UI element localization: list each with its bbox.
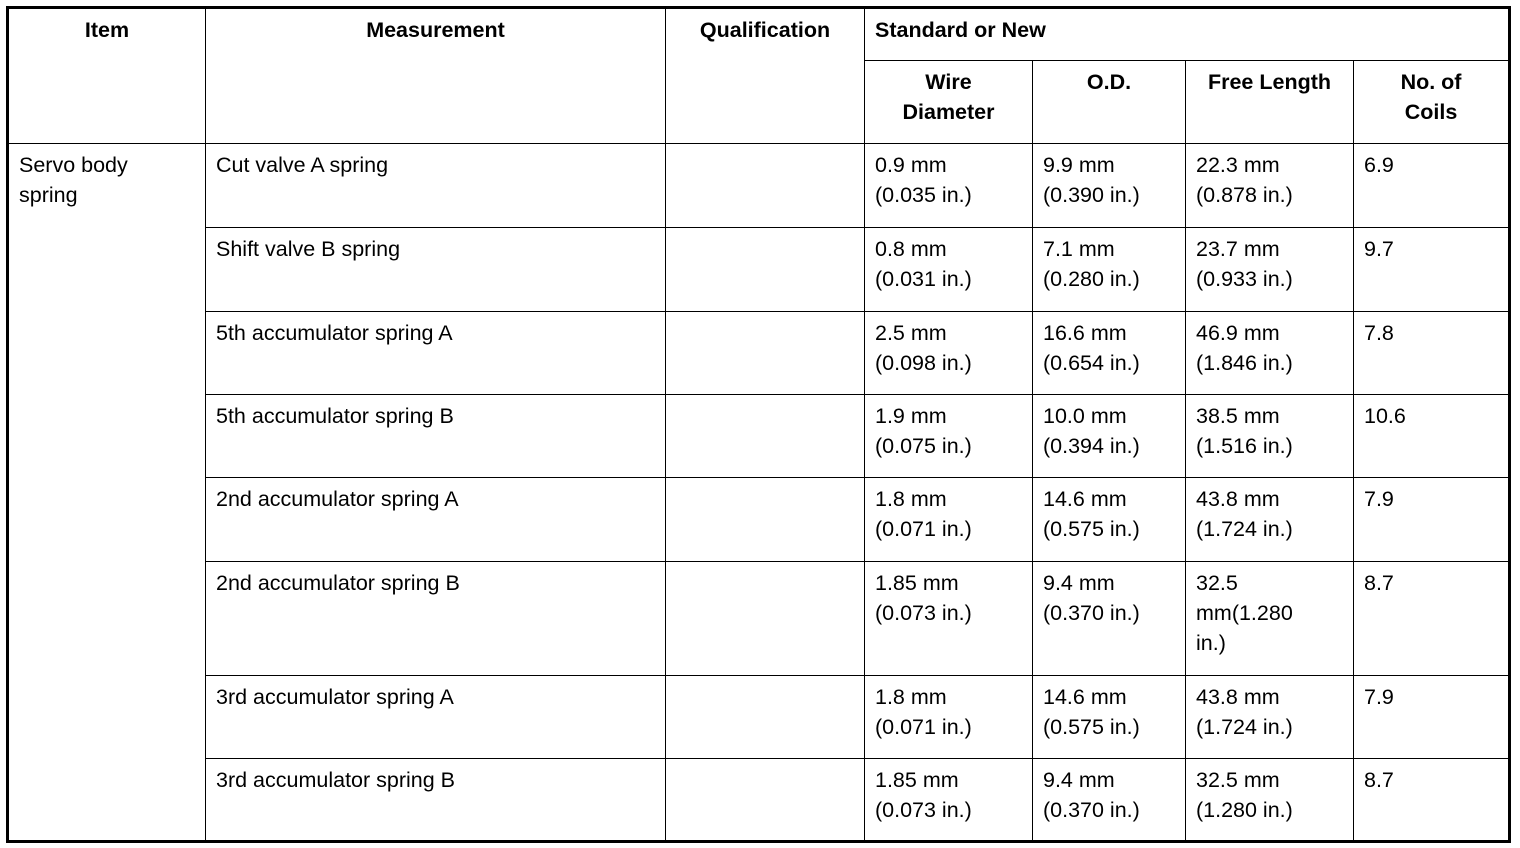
wire-diameter-cell: 0.9 mm (0.035 in.) <box>865 144 1033 228</box>
spring-spec-table <box>6 6 1511 843</box>
coils-cell: 7.9 <box>1354 676 1510 759</box>
measurement-cell: 2nd accumulator spring A <box>206 478 666 562</box>
header-od: O.D. <box>1033 61 1186 144</box>
wire-diameter-cell: 1.8 mm (0.071 in.) <box>865 478 1033 562</box>
wire-diameter-cell: 0.8 mm (0.031 in.) <box>865 228 1033 312</box>
qualification-cell <box>666 312 865 395</box>
header-item: Item <box>8 8 206 144</box>
coils-cell: 7.9 <box>1354 478 1510 562</box>
wire-diameter-cell: 1.85 mm (0.073 in.) <box>865 759 1033 842</box>
header-standard-or-new: Standard or New <box>865 8 1510 61</box>
free-length-cell: 22.3 mm (0.878 in.) <box>1186 144 1354 228</box>
header-no-of-coils: No. of Coils <box>1354 61 1510 144</box>
table-row <box>8 228 1510 312</box>
free-length-cell: 32.5 mm (1.280 in.) <box>1186 759 1354 842</box>
qualification-cell <box>666 395 865 478</box>
qualification-cell <box>666 144 865 228</box>
item-cell: Servo body spring <box>8 144 206 842</box>
measurement-cell: 3rd accumulator spring B <box>206 759 666 842</box>
measurement-cell: 5th accumulator spring A <box>206 312 666 395</box>
free-length-cell: 38.5 mm (1.516 in.) <box>1186 395 1354 478</box>
od-cell: 10.0 mm (0.394 in.) <box>1033 395 1186 478</box>
measurement-cell: Cut valve A spring <box>206 144 666 228</box>
coils-cell: 6.9 <box>1354 144 1510 228</box>
table-row <box>8 144 1510 228</box>
table-row <box>8 562 1510 676</box>
od-cell: 9.9 mm (0.390 in.) <box>1033 144 1186 228</box>
measurement-cell: 3rd accumulator spring A <box>206 676 666 759</box>
measurement-cell: Shift valve B spring <box>206 228 666 312</box>
wire-diameter-cell: 1.8 mm (0.071 in.) <box>865 676 1033 759</box>
free-length-cell: 43.8 mm (1.724 in.) <box>1186 478 1354 562</box>
table-row <box>8 759 1510 842</box>
header-wire-diameter: Wire Diameter <box>865 61 1033 144</box>
measurement-cell: 5th accumulator spring B <box>206 395 666 478</box>
header-qualification: Qualification <box>666 8 865 144</box>
qualification-cell <box>666 676 865 759</box>
od-cell: 9.4 mm (0.370 in.) <box>1033 562 1186 676</box>
coils-cell: 10.6 <box>1354 395 1510 478</box>
qualification-cell <box>666 478 865 562</box>
measurement-cell: 2nd accumulator spring B <box>206 562 666 676</box>
free-length-cell: 46.9 mm (1.846 in.) <box>1186 312 1354 395</box>
coils-cell: 8.7 <box>1354 759 1510 842</box>
coils-cell: 8.7 <box>1354 562 1510 676</box>
table-row <box>8 478 1510 562</box>
qualification-cell <box>666 228 865 312</box>
wire-diameter-cell: 2.5 mm (0.098 in.) <box>865 312 1033 395</box>
od-cell: 14.6 mm (0.575 in.) <box>1033 676 1186 759</box>
qualification-cell <box>666 759 865 842</box>
coils-cell: 7.8 <box>1354 312 1510 395</box>
od-cell: 7.1 mm (0.280 in.) <box>1033 228 1186 312</box>
table-row <box>8 676 1510 759</box>
free-length-cell: 23.7 mm (0.933 in.) <box>1186 228 1354 312</box>
wire-diameter-cell: 1.85 mm (0.073 in.) <box>865 562 1033 676</box>
od-cell: 9.4 mm (0.370 in.) <box>1033 759 1186 842</box>
header-measurement: Measurement <box>206 8 666 144</box>
od-cell: 16.6 mm (0.654 in.) <box>1033 312 1186 395</box>
table-row <box>8 395 1510 478</box>
wire-diameter-cell: 1.9 mm (0.075 in.) <box>865 395 1033 478</box>
table-row <box>8 312 1510 395</box>
coils-cell: 9.7 <box>1354 228 1510 312</box>
qualification-cell <box>666 562 865 676</box>
free-length-cell: 43.8 mm (1.724 in.) <box>1186 676 1354 759</box>
od-cell: 14.6 mm (0.575 in.) <box>1033 478 1186 562</box>
header-free-length: Free Length <box>1186 61 1354 144</box>
free-length-cell: 32.5 mm(1.280 in.) <box>1186 562 1354 676</box>
